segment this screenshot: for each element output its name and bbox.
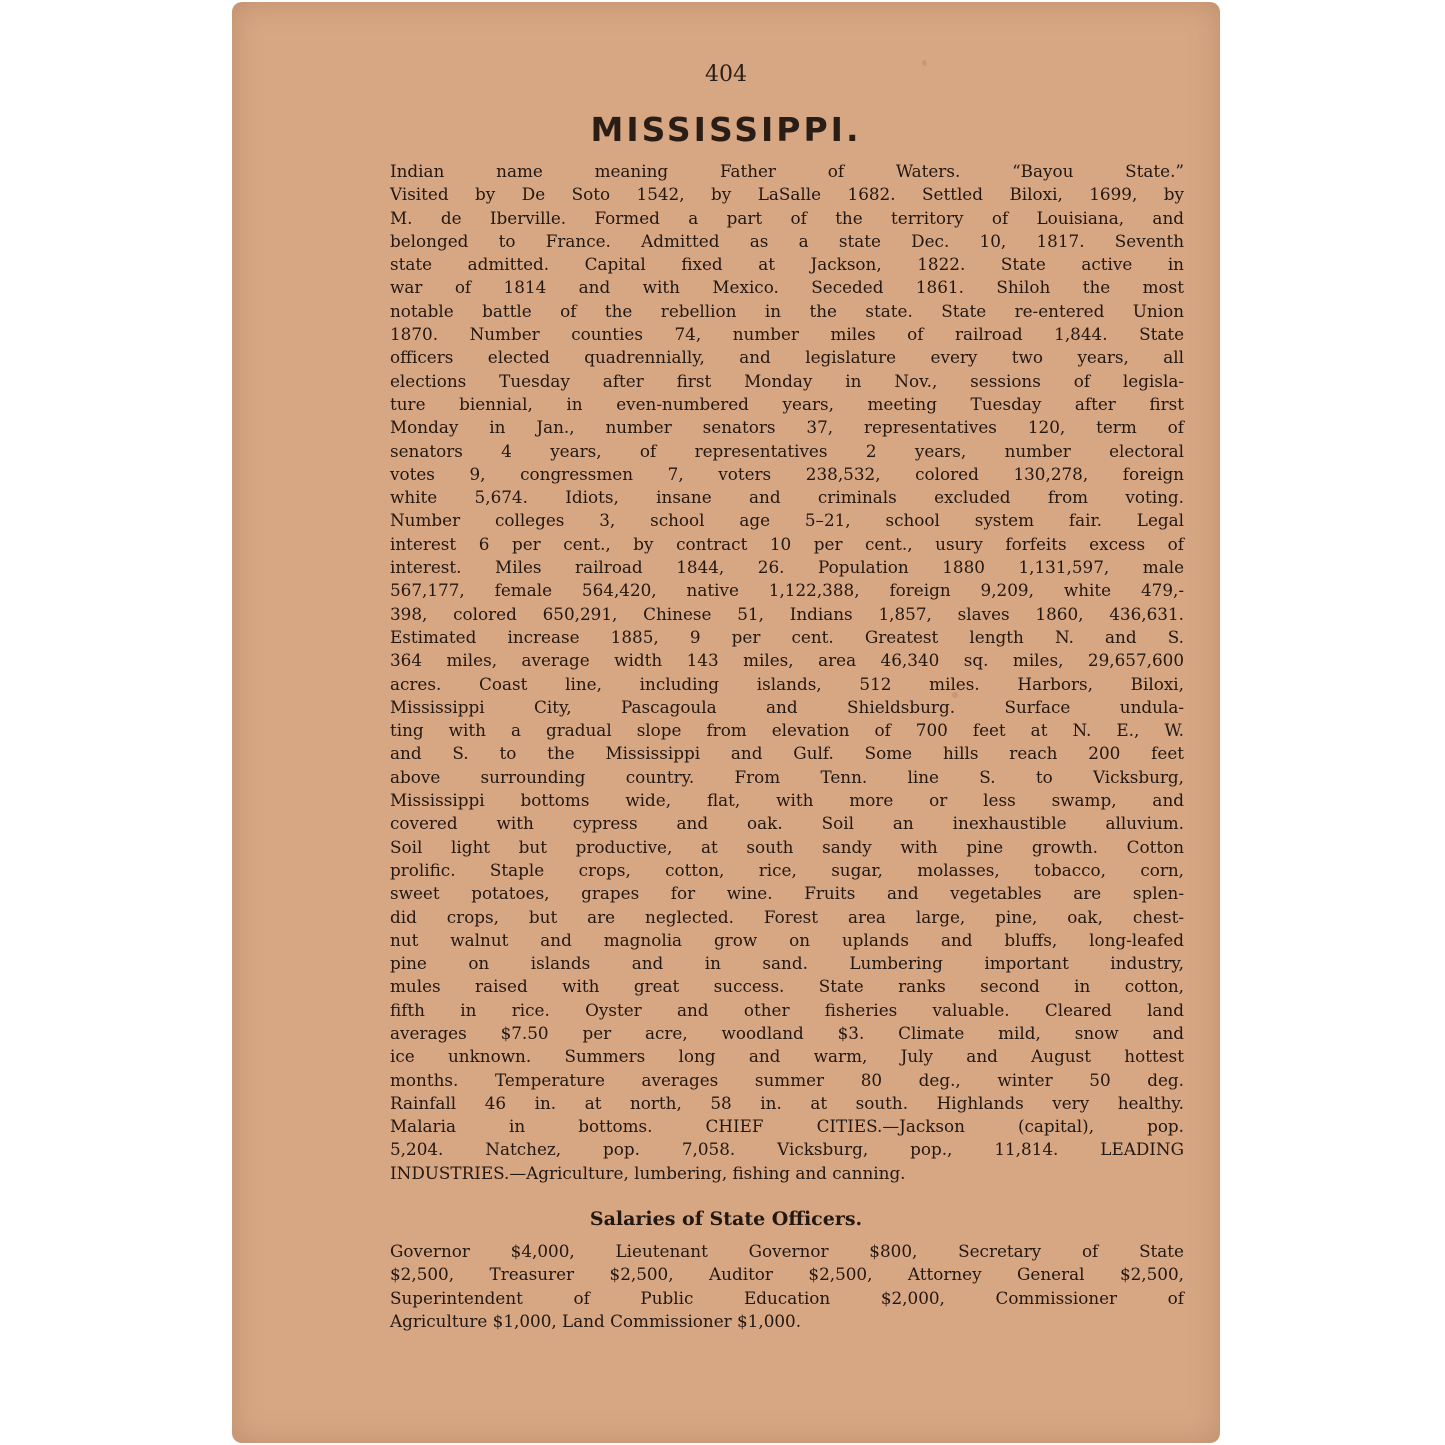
body-text-line: Mississippi City, Pascagoula and Shieldsburg. Surface undula- (390, 696, 1184, 717)
body-text-line: belonged to France. Admitted as a state Dec. 10, 1817. Seventh (390, 230, 1184, 251)
body-text-line: and S. to the Mississippi and Gulf. Some hills reach 200 feet (390, 743, 1184, 764)
body-text-line: did crops, but are neglected. Forest area large, pine, oak, chest- (390, 906, 1184, 927)
body-text-line: INDUSTRIES.—Agriculture, lumbering, fishing and canning. (390, 1162, 906, 1183)
body-text-line: state admitted. Capital fixed at Jackson, 1822. State active in (390, 254, 1184, 275)
body-text-line: 567,177, female 564,420, native 1,122,388, foreign 9,209, white 479,- (390, 580, 1184, 601)
salaries-text-line: $2,500, Treasurer $2,500, Auditor $2,500, Attorney General $2,500, (390, 1264, 1184, 1285)
body-text-line: Indian name meaning Father of Waters. “Bayou State.” (390, 161, 1184, 181)
salaries-text-line: Superintendent of Public Education $2,000, Commissioner of (390, 1287, 1184, 1308)
salaries-text-line: Agriculture $1,000, Land Commissioner $1,000. (390, 1310, 802, 1331)
body-text-line: Number colleges 3, school age 5–21, school system fair. Legal (390, 510, 1184, 531)
salaries-text-line: Governor $4,000, Lieutenant Governor $800, Secretary of State (390, 1241, 1184, 1261)
body-text-line: Rainfall 46 in. at north, 58 in. at south. Highlands very healthy. (390, 1092, 1184, 1113)
body-text-line: ting with a gradual slope from elevation of 700 feet at N. E., W. (390, 720, 1184, 741)
body-text-line: white 5,674. Idiots, insane and criminals excluded from voting. (390, 487, 1184, 508)
body-text-line: Mississippi bottoms wide, flat, with more or less swamp, and (390, 790, 1184, 811)
body-text-line: 1870. Number counties 74, number miles of railroad 1,844. State (390, 324, 1184, 345)
body-text-line: sweet potatoes, grapes for wine. Fruits and vegetables are splen- (390, 883, 1184, 904)
body-text-line: prolific. Staple crops, cotton, rice, sugar, molasses, tobacco, corn, (390, 859, 1184, 880)
body-text-line: Malaria in bottoms. CHIEF CITIES.—Jackson (capital), pop. (390, 1116, 1184, 1137)
body-text-line: covered with cypress and oak. Soil an inexhaustible alluvium. (390, 813, 1184, 834)
body-text-line: 5,204. Natchez, pop. 7,058. Vicksburg, pop., 11,814. LEADING (390, 1139, 1184, 1160)
body-text-line: war of 1814 and with Mexico. Seceded 1861. Shiloh the most (390, 277, 1184, 298)
body-text-line: months. Temperature averages summer 80 deg., winter 50 deg. (390, 1069, 1184, 1090)
body-text-line: officers elected quadrennially, and legislature every two years, all (390, 347, 1184, 368)
book-page (232, 2, 1220, 1443)
salaries-paragraph (390, 1240, 1184, 1333)
page-title: MISSISSIPPI. (590, 110, 862, 149)
body-text-line: ture biennial, in even-numbered years, meeting Tuesday after first (390, 393, 1184, 414)
salaries-heading: Salaries of State Officers. (589, 1208, 863, 1230)
body-paragraph (390, 160, 1184, 1185)
body-text-line: interest 6 per cent., by contract 10 per cent., usury forfeits excess of (390, 533, 1184, 554)
body-text-line: notable battle of the rebellion in the state. State re-entered Union (390, 300, 1184, 321)
body-text-line: Soil light but productive, at south sandy with pine growth. Cotton (390, 836, 1184, 857)
body-text-line: above surrounding country. From Tenn. line S. to Vicksburg, (390, 766, 1184, 787)
body-text-line: mules raised with great success. State ranks second in cotton, (390, 976, 1184, 997)
body-text-line: interest. Miles railroad 1844, 26. Population 1880 1,131,597, male (390, 557, 1184, 578)
body-text-line: fifth in rice. Oyster and other fisheries valuable. Cleared land (390, 999, 1184, 1020)
body-text-line: Monday in Jan., number senators 37, representatives 120, term of (390, 417, 1184, 438)
body-text-line: acres. Coast line, including islands, 512 miles. Harbors, Biloxi, (390, 673, 1184, 694)
body-text-line: 398, colored 650,291, Chinese 51, Indians 1,857, slaves 1860, 436,631. (390, 603, 1184, 624)
body-text-line: votes 9, congressmen 7, voters 238,532, colored 130,278, foreign (390, 463, 1184, 484)
body-text-line: averages $7.50 per acre, woodland $3. Climate mild, snow and (390, 1022, 1184, 1043)
body-text-line: pine on islands and in sand. Lumbering important industry, (390, 953, 1184, 974)
body-text-line: elections Tuesday after first Monday in Nov., sessions of legisla- (390, 370, 1184, 391)
body-text-line: M. de Iberville. Formed a part of the territory of Louisiana, and (390, 207, 1184, 228)
page-number: 404 (705, 62, 747, 87)
body-text-line: ice unknown. Summers long and warm, July and August hottest (390, 1046, 1184, 1067)
body-text-line: Visited by De Soto 1542, by LaSalle 1682. Settled Biloxi, 1699, by (390, 184, 1184, 205)
body-text-line: senators 4 years, of representatives 2 years, number electoral (390, 440, 1184, 461)
body-text-line: 364 miles, average width 143 miles, area 46,340 sq. miles, 29,657,600 (390, 650, 1184, 671)
body-text-line: nut walnut and magnolia grow on uplands and bluffs, long-leafed (390, 929, 1184, 950)
body-text-line: Estimated increase 1885, 9 per cent. Greatest length N. and S. (390, 626, 1184, 647)
